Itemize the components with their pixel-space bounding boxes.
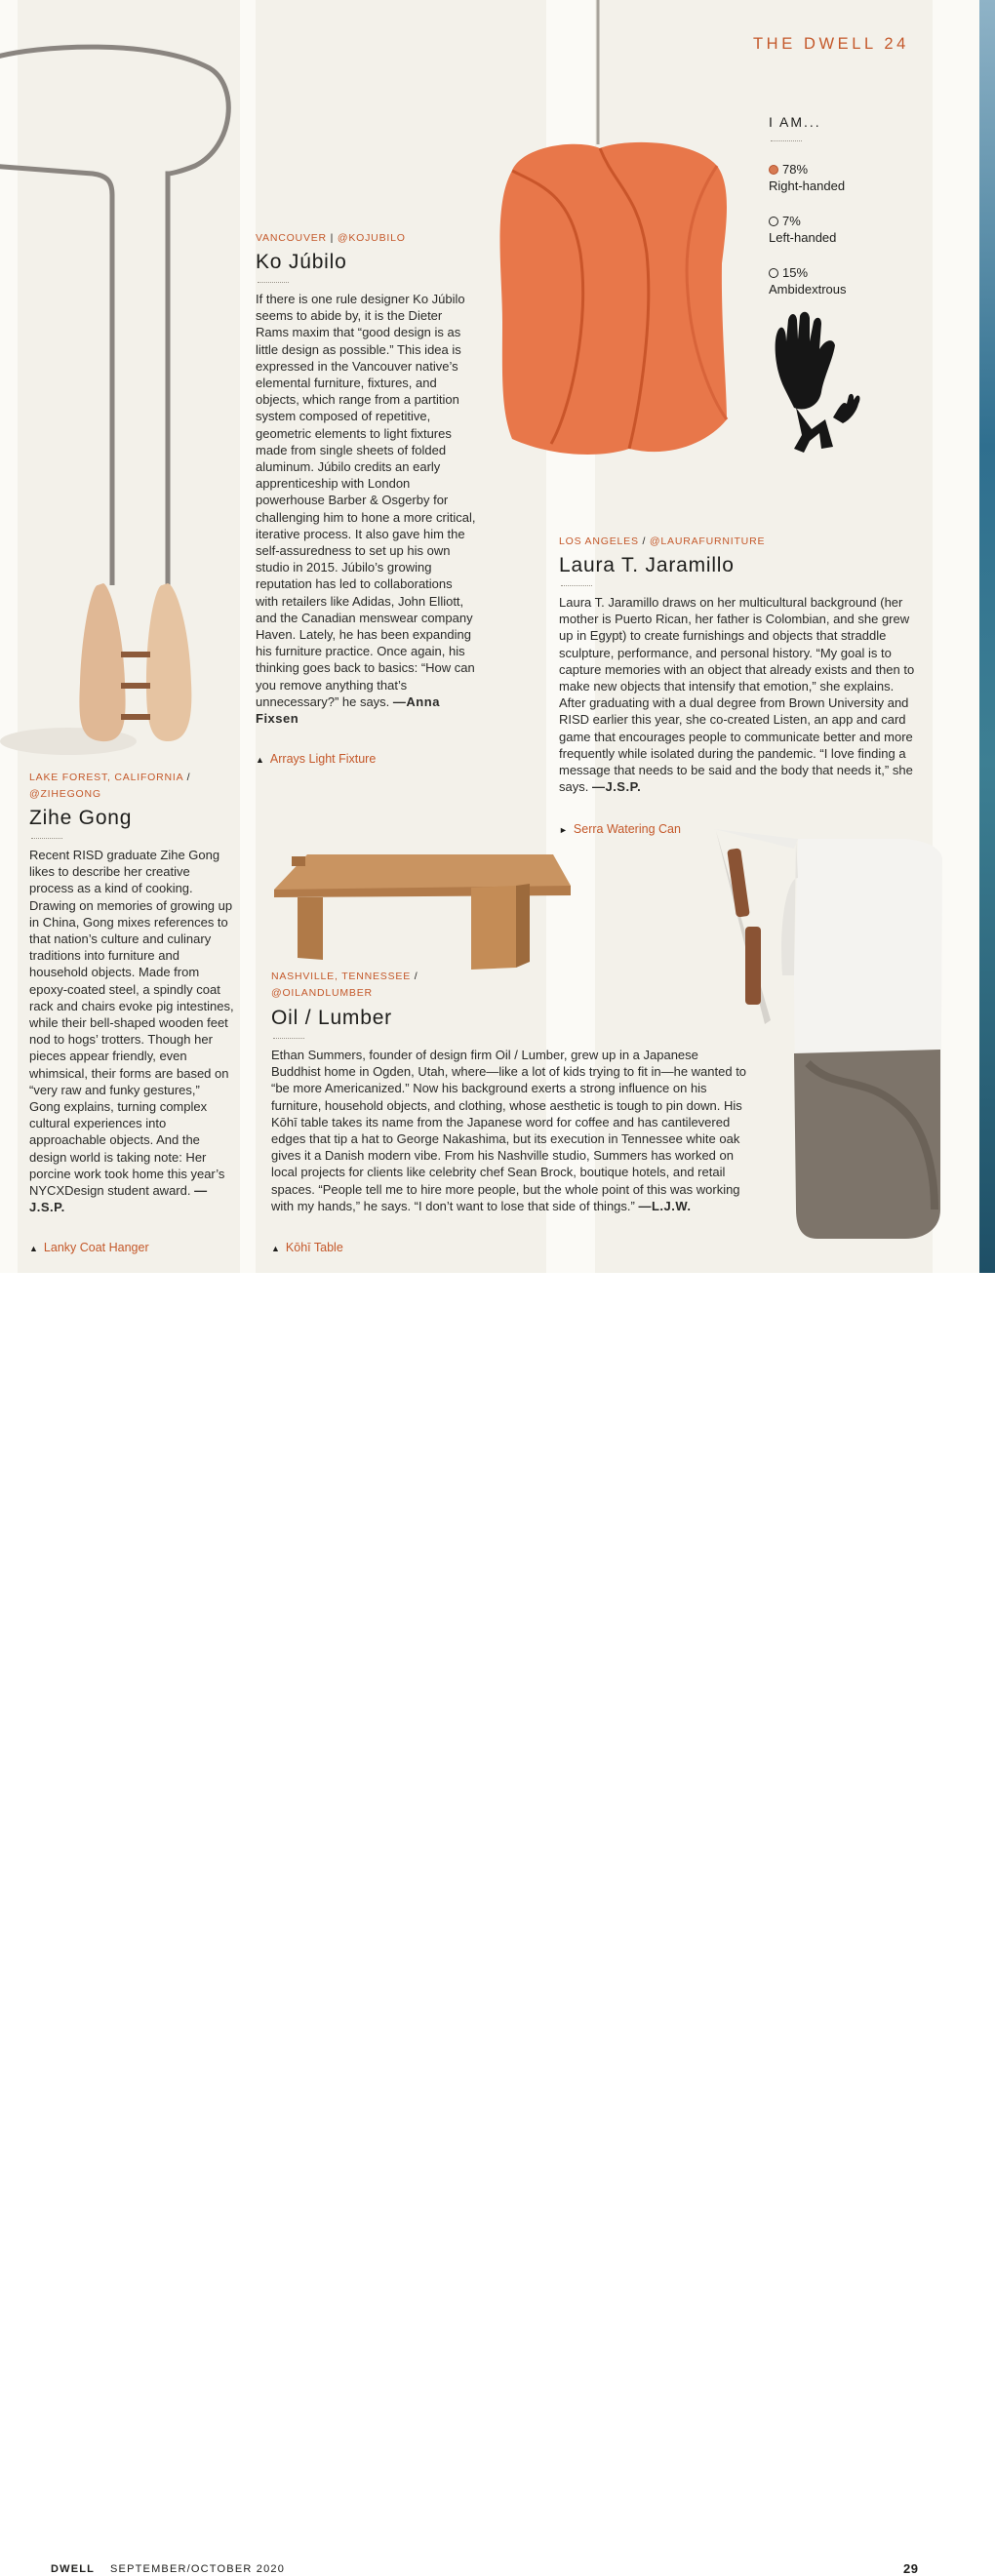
- empty-dot-icon: [769, 217, 778, 226]
- designer-kicker: [256, 230, 406, 247]
- designer-kicker: [559, 534, 765, 550]
- magazine-name: DWELL: [51, 2563, 96, 2575]
- stat-label: Left-handed: [769, 230, 837, 245]
- designer-kicker: [29, 770, 224, 803]
- divider: [31, 838, 62, 839]
- bio-text: Ethan Summers, founder of design firm Oil / Lumber, grew up in a Japanese Buddhist home in Ogden, Utah, where—like a lot of kids trying to fit in—he wanted to “be more Americanized.” Now his background exerts a strong influence on his furniture, household objects, and clothing, whose aesthetic is tough to pin down. His Kōhī table takes its name from the Japanese word for coffee and has cantilevered edges that tip a hat to George Nakashima, but its execution in Tennessee white oak gives it a Danish modern vibe. From his Nashville studio, Summers has worked on local projects for clients like celebrity chef Sean Brock, boutique hotels, and retail spaces. “People tell me to hire more people, but the whole point of this was working with my hands,” he says. “I don’t want to lose that side of things.”: [271, 1048, 747, 1213]
- separator: /: [414, 971, 418, 982]
- product-name: Arrays Light Fixture: [269, 752, 377, 766]
- location: LAKE FOREST, CALIFORNIA: [29, 772, 183, 783]
- location: LOS ANGELES: [559, 535, 639, 547]
- product-credit: [559, 821, 681, 838]
- product-credit: [29, 1240, 149, 1256]
- designer-bio: [559, 594, 922, 795]
- divider: [258, 282, 289, 283]
- triangle-icon: ▲: [271, 1244, 280, 1253]
- filled-dot-icon: [769, 165, 778, 175]
- product-credit: [271, 1240, 343, 1256]
- section-title: THE DWELL 24: [753, 35, 909, 53]
- page-footer: [0, 1273, 995, 2576]
- author-credit: —J.S.P.: [29, 1183, 208, 1215]
- social-handle: @LAURAFURNITURE: [649, 535, 766, 547]
- designer-name: Ko Júbilo: [256, 251, 347, 273]
- designer-bio: [256, 291, 476, 727]
- author-credit: —J.S.P.: [591, 779, 642, 795]
- page-number: 29: [903, 2561, 919, 2576]
- coat-hanger-photo: [0, 0, 254, 761]
- author-credit: —Anna Fixsen: [256, 694, 440, 727]
- stat-percent: 15%: [782, 265, 809, 280]
- separator: /: [186, 772, 191, 783]
- light-fixture-photo: [483, 0, 746, 468]
- stat-label: Right-handed: [769, 178, 846, 193]
- social-handle: @ZIHEGONG: [29, 788, 101, 800]
- designer-name: Oil / Lumber: [271, 1007, 392, 1029]
- designer-kicker: [271, 969, 466, 1002]
- location: NASHVILLE, TENNESSEE: [271, 971, 412, 982]
- product-credit: [256, 751, 376, 768]
- designer-bio: [271, 1047, 749, 1214]
- author-credit: —L.J.W.: [638, 1198, 692, 1213]
- separator: |: [330, 232, 335, 244]
- designer-name: Zihe Gong: [29, 807, 133, 829]
- designer-bio: [29, 847, 234, 1215]
- kohi-table-photo: [268, 847, 580, 971]
- magazine-page: [0, 0, 995, 1273]
- divider: [273, 1038, 304, 1039]
- divider: [771, 140, 802, 141]
- bio-text: Recent RISD graduate Zihe Gong likes to describe her creative process as a kind of cooking. Drawing on memories of growing up in China, Gong mixes references to that nation’s culture and culinary traditions into furniture and household objects. Made from epoxy-coated steel, a spindly coat rack and chairs evoke pig intestines, while their bell-shaped wooden feet nod to hogs’ trotters. Though her pieces appear friendly, even whimsical, their forms are based on “very raw and funky gestures,” Gong explains, turning complex cultural experiences into approachable objects. And the design world is taking note: Her porcine work took home this year’s NYCXDesign student award.: [29, 848, 234, 1199]
- social-handle: @OILANDLUMBER: [271, 987, 373, 999]
- bio-text: Laura T. Jaramillo draws on her multicultural background (her mother is Puerto Rican, her father is Colombian, and she grew up in Egypt) to create furnishings and objects that straddle sculpture, performance, and personal history. “My goal is to capture memories with an object that already exists and then to make new objects that intensify that emotion,” she explains. After graduating with a dual degree from Brown University and RISD earlier this year, she co-created Listen, an app and card game that encourages people to communicate better and more frequently while isolated during the pandemic. “I love finding a message that needs to be said and the body that needs it,” she says.: [559, 595, 915, 795]
- triangle-icon: ▲: [256, 755, 264, 765]
- product-name: Serra Watering Can: [573, 822, 681, 836]
- empty-dot-icon: [769, 268, 778, 278]
- issue-date: SEPTEMBER/OCTOBER 2020: [110, 2563, 286, 2575]
- stat-right-handed: [769, 161, 845, 194]
- product-name: Lanky Coat Hanger: [43, 1241, 149, 1254]
- sidebar-heading: I AM...: [769, 114, 821, 130]
- separator: /: [642, 535, 647, 547]
- stat-ambidextrous: [769, 264, 846, 297]
- product-name: Kōhī Table: [285, 1241, 343, 1254]
- bio-text: If there is one rule designer Ko Júbilo seems to abide by, it is the Dieter Rams maxim that “good design is as little design as possible.” This idea is expressed in the Vancouver native’s elemental furniture, fixtures, and objects, which range from a partition system composed of repetitive, geometric elements to light fixtures made from single sheets of folded aluminum. Júbilo credits an early apprenticeship with London powerhouse Barber & Osgerby for challenging him to hone a more critical, iterative process. It also gave him the self-assuredness to set up his own studio in 2015. Júbilo’s growing reputation has led to collaborations with retailers like Adidas, John Elliott, and the Canadian menswear company Haven. Lately, he has been expanding his furniture practice. Once again, his thinking goes back to basics: “How can you remove anything that’s unnecessary?” he says.: [256, 292, 476, 709]
- stat-left-handed: [769, 213, 836, 246]
- triangle-icon: ▲: [29, 1244, 38, 1253]
- stat-label: Ambidextrous: [769, 282, 847, 297]
- hand-mascot-illustration: [765, 310, 872, 456]
- location: VANCOUVER: [256, 232, 327, 244]
- stat-percent: 78%: [782, 162, 809, 177]
- divider: [561, 585, 592, 586]
- stat-percent: 7%: [782, 214, 801, 228]
- triangle-icon: ►: [559, 825, 568, 835]
- social-handle: @KOJUBILO: [337, 232, 406, 244]
- adjacent-page-edge: [979, 0, 995, 1273]
- designer-name: Laura T. Jaramillo: [559, 554, 735, 576]
